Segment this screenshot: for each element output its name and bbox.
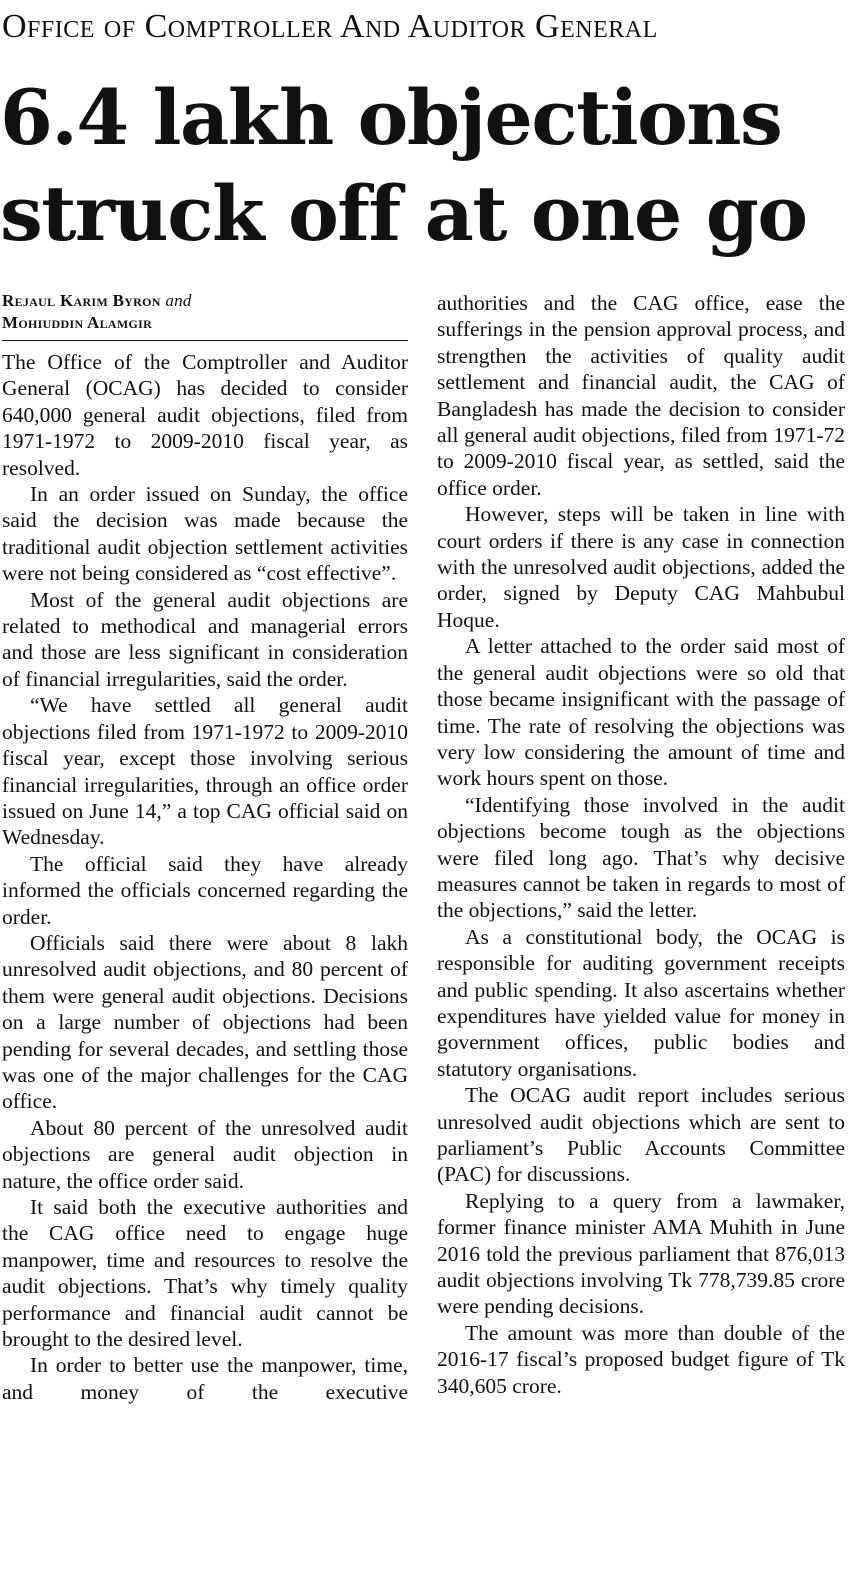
article-paragraph: The official said they have already informed the officials concerned regarding the order.: [2, 851, 408, 929]
article-paragraph: A letter attached to the order said most of the general audit objections were so old that those became insignificant with the passage of time. The rate of resolving the objections was very low considering the amount of time and work hours spent on those.: [437, 634, 845, 791]
article-paragraph: However, steps will be taken in line with court orders if there is any case in connection with the unresolved audit objections, added the order, signed by Deputy CAG Mahbubul Hoque.: [437, 502, 845, 632]
article-paragraph: Replying to a query from a lawmaker, former finance minister AMA Muhith in June 2016 told the previous parliament that 876,013 audit objections involving Tk 778,739.85 crore were pending decisions.: [437, 1188, 845, 1319]
headline: [0, 70, 846, 262]
article-paragraph: In order to better use the manpower, time, and money of the executive: [2, 1353, 408, 1404]
article-paragraph: Most of the general audit objections are related to methodical and managerial errors and those are less significant in consideration of financial irregularities, said the order.: [2, 587, 408, 691]
byline: [2, 290, 408, 341]
article-paragraph: As a constitutional body, the OCAG is responsible for auditing government receipts and public spending. It also ascertains whether expenditures have yielded value for money in government offices, public bodies and statutory organisations.: [437, 924, 845, 1081]
byline-connector: and: [165, 291, 192, 310]
article-paragraph: It said both the executive authorities and the CAG office need to engage huge manpower, time and resources to resolve the audit objections. That’s why timely quality performance and financial audit cannot be brought to the desired level.: [2, 1195, 408, 1352]
article-paragraph: The OCAG audit report includes serious unresolved audit objections which are sent to parliament’s Public Accounts Committee (PAC) for discussions.: [437, 1083, 845, 1187]
article-column-right: [437, 290, 845, 1399]
article-paragraph: The amount was more than double of the 2016-17 fiscal’s proposed budget figure of Tk 340,605 crore.: [437, 1320, 845, 1398]
article-paragraph: “Identifying those involved in the audit objections become tough as the objections were filed long ago. That’s why decisive measures cannot be taken in regards to most of the objections,” said the letter.: [437, 792, 845, 923]
article-paragraph: The Office of the Comptroller and Auditor General (OCAG) has decided to consider 640,000 general audit objections, filed from 1971-1972 to 2009-2010 fiscal year, as resolved.: [2, 350, 408, 480]
section-kicker: Office of Comptroller And Auditor General: [2, 8, 658, 45]
article-paragraph: “We have settled all general audit objections filed from 1971-1972 to 2009-2010 fiscal year, except those involving serious financial irregularities, through an office order issued on June 14,” a top CAG official said on Wednesday.: [2, 693, 408, 850]
article-paragraph: Officials said there were about 8 lakh unresolved audit objections, and 80 percent of them were general audit objections. Decisions on a large number of objections had been pending for several decades, and settling those was one of the major challenges for the CAG office.: [2, 930, 408, 1114]
article-column-left: [2, 290, 408, 1405]
byline-author-2: Mohiuddin Alamgir: [2, 313, 153, 332]
headline-line-1: 6.4 lakh objections: [0, 73, 782, 162]
article-paragraph: In an order issued on Sunday, the office said the decision was made because the traditional audit objection settlement activities were not being considered as “cost effective”.: [2, 482, 408, 586]
headline-line-2: struck off at one go: [0, 169, 807, 258]
byline-author-1: Rejaul Karim Byron: [2, 291, 161, 310]
article-paragraph: About 80 percent of the unresolved audit objections are general audit objection in nature, the office order said.: [2, 1115, 408, 1193]
article-paragraph: authorities and the CAG office, ease the sufferings in the pension approval process, and strengthen the activities of quality audit settlement and financial audit, the CAG of Bangladesh has made the decision to consider all general audit objections, filed from 1971-72 to 2009-2010 fiscal year, as settled, said the office order.: [437, 291, 845, 500]
